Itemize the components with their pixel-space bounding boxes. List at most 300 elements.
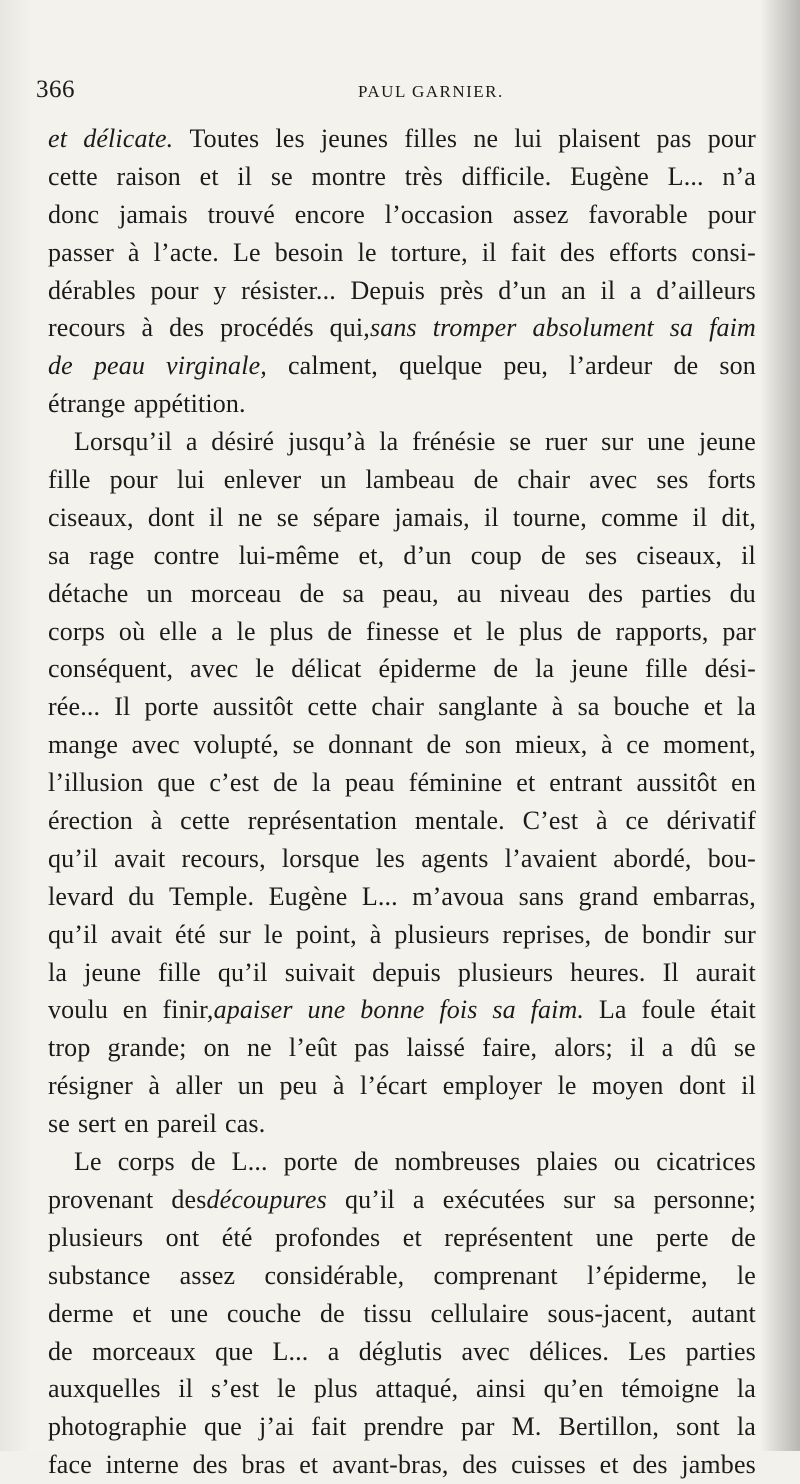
text: ont [165, 1222, 200, 1252]
text-line [48, 650, 756, 688]
text: moyen [592, 1071, 664, 1101]
text: la [736, 692, 756, 722]
word [48, 499, 134, 537]
word [48, 196, 99, 234]
text: sous-jacent, [547, 1298, 673, 1328]
text: peu [279, 1071, 318, 1101]
text: a [327, 1336, 340, 1366]
word [264, 916, 283, 954]
word [345, 764, 395, 802]
text: cas. [225, 1109, 266, 1139]
text: il [629, 1033, 645, 1063]
text: lorsque [281, 843, 360, 873]
text: son [719, 351, 756, 381]
text: délicat [291, 654, 362, 684]
text: jamais, [394, 502, 470, 532]
text: C’est [522, 806, 579, 836]
word [237, 613, 256, 651]
text: des [559, 237, 596, 267]
word [443, 1067, 542, 1105]
word [656, 272, 756, 310]
word [312, 158, 387, 196]
text: au [456, 578, 482, 608]
word [241, 272, 336, 310]
word [213, 688, 294, 726]
text-line [48, 385, 756, 423]
text: sa [613, 1184, 636, 1214]
word [148, 499, 195, 537]
text: bondir [641, 919, 711, 949]
text-line [48, 1219, 756, 1257]
text-line [48, 726, 756, 764]
word [134, 385, 246, 423]
text: érection [48, 806, 133, 836]
word [225, 1105, 265, 1143]
text: difficile. [461, 161, 552, 191]
word [148, 1067, 160, 1105]
text: sur [723, 919, 756, 949]
text: quelque [398, 351, 483, 381]
word [215, 1333, 253, 1371]
text: suivait [284, 957, 356, 987]
word [48, 840, 98, 878]
word [399, 347, 482, 385]
text: un [237, 1071, 265, 1101]
text: Il [114, 692, 131, 722]
word [395, 1143, 521, 1181]
text: assez [512, 199, 569, 229]
word [691, 1029, 717, 1067]
text: jeune [84, 957, 142, 987]
word [626, 726, 649, 764]
word [224, 461, 302, 499]
text: il [178, 1374, 194, 1404]
word [208, 196, 275, 234]
word [277, 1370, 296, 1408]
word [737, 1370, 756, 1408]
word [271, 158, 293, 196]
text-line [48, 1257, 756, 1295]
text: jeune [698, 427, 756, 457]
word [679, 1067, 726, 1105]
text: aurait [695, 957, 756, 987]
word [670, 309, 693, 347]
text: l’avaient [504, 843, 598, 873]
text: avait [110, 919, 163, 949]
word [625, 802, 648, 840]
text: fille [158, 957, 201, 987]
text: Les [628, 1336, 667, 1366]
word [293, 726, 315, 764]
word [676, 1408, 720, 1446]
text: ne [246, 1033, 272, 1063]
word [264, 1257, 404, 1295]
text: l’acte. [153, 237, 219, 267]
text: grande; [107, 1033, 187, 1063]
word [277, 499, 299, 537]
word [486, 613, 505, 651]
word [307, 991, 345, 1029]
text: a [629, 275, 642, 305]
word [427, 726, 452, 764]
text: qu’en [543, 1374, 604, 1404]
word [498, 272, 546, 310]
word [242, 1446, 286, 1484]
word [558, 1067, 577, 1105]
text: des [192, 1450, 228, 1480]
text: et [453, 616, 473, 646]
text: an [561, 275, 586, 305]
text: plus [313, 1374, 358, 1404]
text: sépare [312, 502, 381, 532]
text-line [48, 764, 756, 802]
word [320, 461, 346, 499]
text: bouche [613, 692, 690, 722]
text: de [576, 616, 602, 646]
text: lui [514, 124, 543, 153]
text: le [277, 1374, 297, 1404]
text: de [493, 654, 519, 684]
text: avait [114, 843, 166, 873]
italic-text: sa [492, 995, 516, 1025]
text: a [661, 1033, 674, 1063]
text: faire, [482, 1033, 538, 1063]
word [569, 347, 652, 385]
word [673, 347, 698, 385]
text: de [426, 730, 452, 760]
word [48, 537, 70, 575]
text: et [516, 768, 536, 798]
word [394, 499, 469, 537]
word [154, 234, 219, 272]
word [601, 499, 678, 537]
text: l’occasion [384, 199, 494, 229]
text: M. [511, 1412, 542, 1442]
text: laissé [406, 1033, 466, 1063]
running-head: PAUL GARNIER. [358, 82, 504, 101]
text: résigner [48, 1071, 133, 1101]
text: où [118, 616, 146, 646]
word [211, 1370, 259, 1408]
word [227, 1295, 302, 1333]
text: corps [117, 1147, 175, 1177]
word [247, 1029, 272, 1067]
text: provenant [48, 1184, 154, 1214]
text: procédés [220, 313, 314, 343]
word [159, 613, 197, 651]
text: dérables [48, 275, 136, 305]
text: déglutis [358, 1336, 443, 1366]
text-line [48, 1408, 756, 1446]
word [741, 1067, 756, 1105]
word [360, 991, 424, 1029]
text: il [741, 1071, 756, 1101]
word [482, 1029, 537, 1067]
word [332, 1446, 448, 1484]
word [48, 1067, 133, 1105]
word [560, 234, 595, 272]
word [385, 196, 493, 234]
word [692, 234, 756, 272]
word [288, 347, 378, 385]
text: avant-bras, [332, 1450, 449, 1480]
text: de [273, 768, 298, 798]
text: consi- [691, 237, 756, 267]
word [158, 954, 201, 992]
word [440, 272, 484, 310]
text: nombreuses [394, 1147, 521, 1177]
word [570, 158, 649, 196]
italic-text: fois [439, 995, 478, 1025]
text: qu’il [217, 957, 268, 987]
text: une [647, 427, 686, 457]
text: se [270, 161, 293, 191]
word [233, 234, 261, 272]
word [211, 613, 223, 651]
word [641, 991, 695, 1029]
text-line [48, 802, 756, 840]
text: était [710, 995, 756, 1025]
text-line [48, 1029, 756, 1067]
word [171, 1181, 327, 1219]
word [83, 120, 173, 158]
word [48, 764, 143, 802]
word [516, 764, 535, 802]
text: de [327, 616, 353, 646]
text: ne [473, 124, 499, 153]
word [730, 575, 756, 613]
text: grand [578, 881, 639, 911]
text: l’illusion [48, 768, 144, 798]
word [150, 272, 198, 310]
text: que [157, 768, 196, 798]
text: fait [311, 1412, 347, 1442]
word [193, 726, 279, 764]
word [372, 954, 441, 992]
text: Lorsqu’il [74, 427, 173, 457]
text: et [132, 1298, 152, 1328]
word [275, 120, 304, 158]
text: lui [176, 465, 205, 495]
word [222, 1219, 253, 1257]
word [529, 1333, 609, 1371]
text: la [736, 1374, 756, 1404]
word [272, 1333, 308, 1371]
word [378, 650, 476, 688]
text: donc [48, 199, 100, 229]
word [519, 613, 563, 651]
word [48, 309, 126, 347]
text: recours [48, 313, 126, 343]
word [519, 878, 564, 916]
text: mieux, [515, 730, 588, 760]
text: parties [685, 1336, 756, 1366]
text: le [736, 1260, 756, 1290]
text: calment, [287, 351, 378, 381]
italic-text: une [307, 995, 346, 1025]
text: peau [345, 768, 395, 798]
text: ciseaux, [636, 540, 723, 570]
word [545, 423, 587, 461]
text: peu, [503, 351, 548, 381]
word [554, 1029, 613, 1067]
text: de [473, 465, 499, 495]
word [457, 575, 482, 613]
text: heures. [570, 957, 646, 987]
word [300, 575, 325, 613]
text: des [632, 1450, 668, 1480]
text: dérivatif [666, 806, 756, 836]
text: des [462, 1450, 498, 1480]
text: levard [48, 881, 114, 911]
text: été [221, 1222, 253, 1252]
word [570, 954, 645, 992]
text: mange [48, 730, 119, 760]
text: perte [656, 1222, 709, 1252]
text: une [170, 1298, 209, 1328]
word [587, 1257, 708, 1295]
word [548, 1295, 673, 1333]
text: point, [295, 919, 357, 949]
word [656, 1143, 756, 1181]
word [513, 499, 587, 537]
text: fille [645, 654, 688, 684]
word [415, 802, 505, 840]
text-line [48, 575, 756, 613]
text: cette [180, 806, 230, 836]
word [601, 272, 616, 310]
text: corps [48, 616, 106, 646]
text: efforts [609, 237, 678, 267]
word [465, 726, 502, 764]
text: bras [241, 1450, 286, 1480]
text: aussitôt [636, 768, 718, 798]
word [731, 764, 756, 802]
text: représentent [444, 1222, 574, 1252]
word [647, 423, 685, 461]
word [462, 158, 552, 196]
word [259, 1408, 294, 1446]
text: autant [691, 1298, 756, 1328]
word [549, 764, 622, 802]
word [48, 158, 98, 196]
text: de [190, 1147, 216, 1177]
word [128, 234, 140, 272]
word [630, 1029, 645, 1067]
text: pas [656, 124, 692, 153]
text: fait [510, 237, 546, 267]
text: employer [442, 1071, 543, 1101]
word [48, 1105, 70, 1143]
text: tissu [363, 1298, 412, 1328]
word [328, 726, 413, 764]
text: avec [461, 1336, 510, 1366]
text-line [48, 158, 756, 196]
word [379, 423, 398, 461]
word [175, 916, 206, 954]
word [48, 954, 67, 992]
word [515, 726, 587, 764]
text: foule [641, 995, 696, 1025]
word [239, 537, 340, 575]
word [708, 461, 756, 499]
word [461, 1408, 495, 1446]
italic-text: peau [93, 351, 145, 381]
text: de [48, 1336, 73, 1366]
text: à [595, 806, 608, 836]
word [734, 1029, 756, 1067]
word [342, 575, 364, 613]
word [169, 309, 204, 347]
word [641, 575, 711, 613]
word [362, 878, 398, 916]
word [544, 1370, 604, 1408]
text: pour [707, 199, 756, 229]
text: a [412, 1184, 425, 1214]
word [364, 1295, 412, 1333]
italic-text: sans [369, 313, 417, 343]
text: le [557, 1071, 577, 1101]
page-header [36, 76, 760, 110]
italic-text: et [48, 124, 68, 153]
word [601, 423, 633, 461]
word [157, 1105, 217, 1143]
word [299, 1446, 318, 1484]
word [628, 1333, 666, 1371]
text: plus [518, 616, 563, 646]
text: fille [48, 465, 91, 495]
word [719, 347, 756, 385]
text: abordé, [613, 843, 692, 873]
page-edge-shadow [760, 0, 800, 1451]
word [291, 650, 361, 688]
text: du [128, 881, 155, 911]
text: chair [371, 692, 425, 722]
text: jambes [681, 1450, 756, 1480]
word [585, 537, 617, 575]
word [614, 1143, 640, 1181]
text: conséquent, [48, 654, 174, 684]
word [78, 1105, 116, 1143]
word [311, 1408, 346, 1446]
word [663, 954, 679, 992]
text: parties [641, 578, 712, 608]
word [636, 537, 722, 575]
word [370, 916, 382, 954]
text: des [588, 578, 624, 608]
text: le [255, 654, 275, 684]
text-line [48, 613, 756, 651]
text: plusieurs [48, 1222, 144, 1252]
word [656, 461, 688, 499]
text: sur [563, 1184, 596, 1214]
text: favorable [588, 199, 688, 229]
word [48, 802, 133, 840]
word [191, 1143, 216, 1181]
word [505, 840, 597, 878]
text: chair [517, 465, 571, 495]
word [536, 1143, 598, 1181]
text-line [48, 1446, 756, 1484]
word [708, 840, 756, 878]
text: de [320, 1298, 345, 1328]
word [180, 1257, 236, 1295]
word [209, 499, 224, 537]
text: encore [294, 199, 365, 229]
word [48, 385, 126, 423]
word [517, 461, 570, 499]
word [731, 1219, 756, 1257]
